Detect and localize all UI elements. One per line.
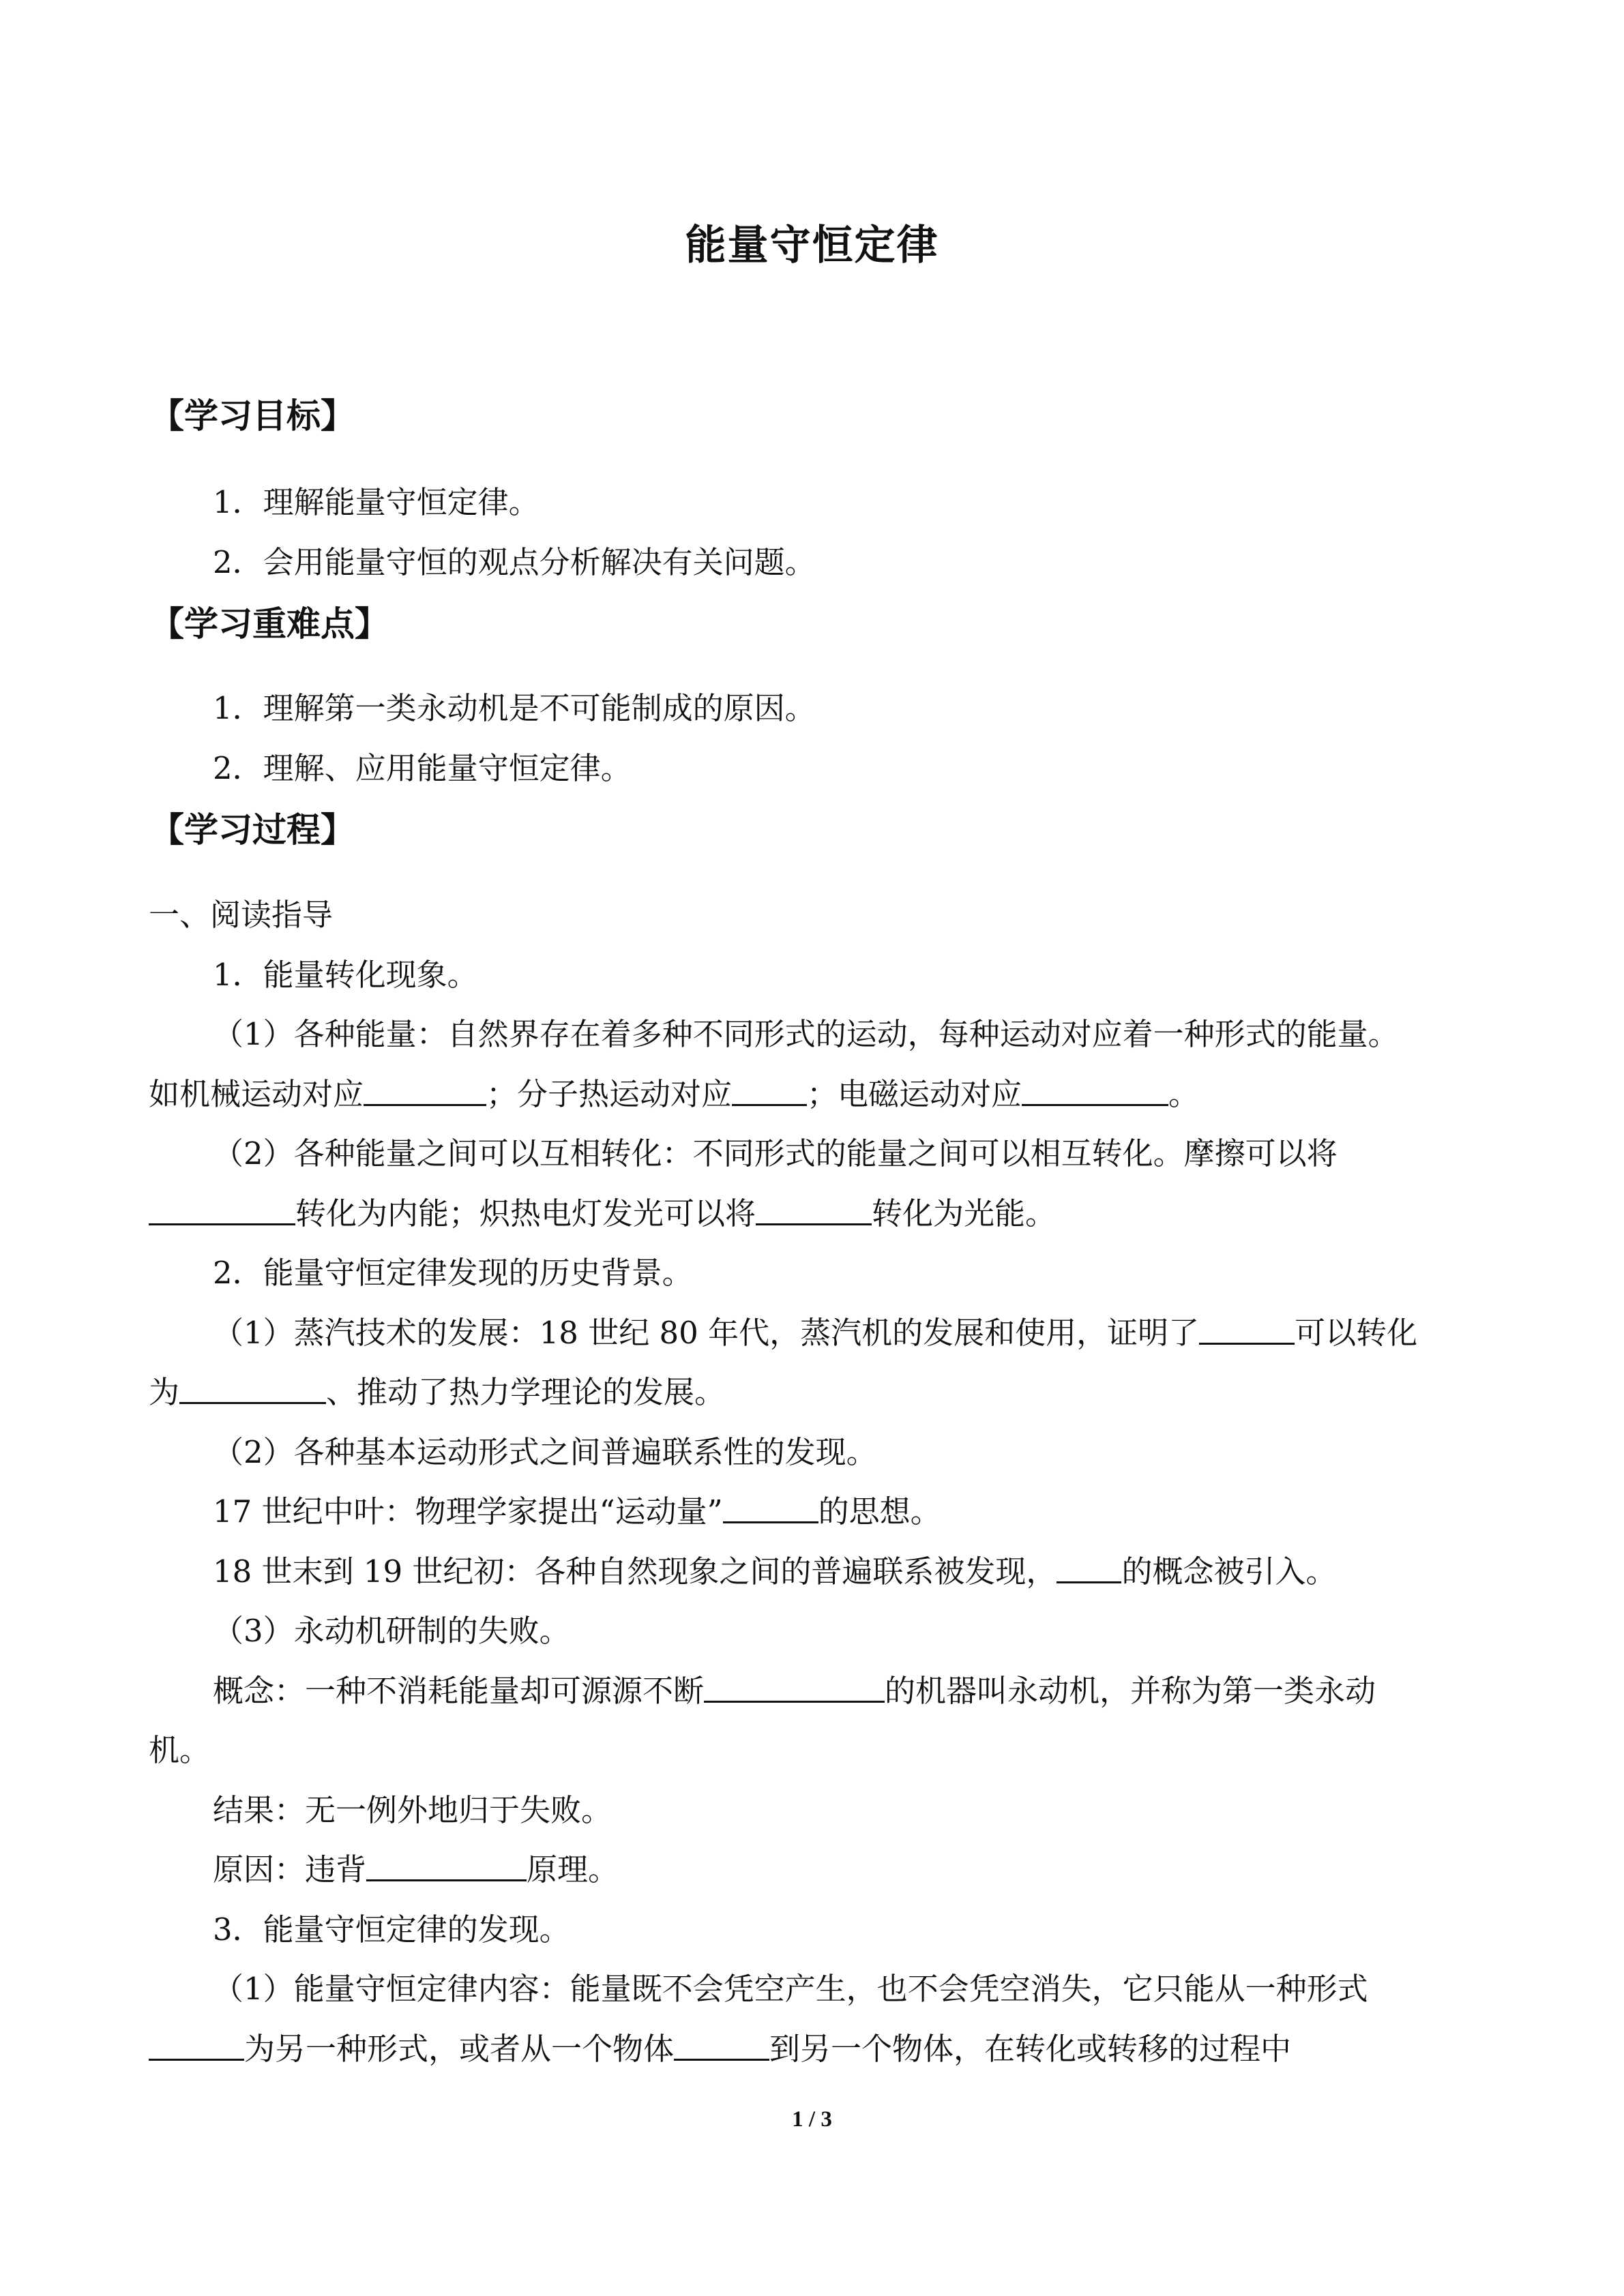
paragraph-concept-cont: 机。 [149, 1732, 211, 1768]
blank-electromagnetic-energy[interactable] [1022, 1073, 1168, 1106]
paragraph-17th-century [213, 1487, 941, 1531]
paragraph-steam-tech-cont [149, 1367, 725, 1412]
text-fragment: ；电磁运动对应 [807, 1076, 1022, 1112]
process-heading: 【学习过程】 [150, 810, 355, 850]
subsection-energy-conversion: 1．能量转化现象。 [213, 957, 478, 993]
paragraph-energy-conversion-cont [149, 1189, 1056, 1233]
page-title: 能量守恒定律 [685, 222, 939, 269]
text-fragment: 17 世纪中叶：物理学家提出“运动量” [213, 1493, 723, 1530]
blank-internal-energy[interactable] [732, 1073, 807, 1106]
text-fragment: 如机械运动对应 [149, 1076, 364, 1112]
text-fragment: （1）蒸汽技术的发展：18 世纪 80 年代，蒸汽机的发展和使用，证明了 [213, 1315, 1200, 1351]
blank-electric-energy[interactable] [756, 1193, 872, 1225]
objective-item-2: 2．会用能量守恒的观点分析解决有关问题。 [213, 544, 816, 580]
paragraph-concept [213, 1666, 1376, 1710]
key-points-heading: 【学习重难点】 [150, 604, 389, 644]
text-fragment: 原因：违背 [213, 1851, 367, 1888]
blank-motion-quantity[interactable] [723, 1491, 818, 1523]
paragraph-energy-conversion: （2）各种能量之间可以互相转化：不同形式的能量之间可以相互转化。摩擦可以将 [213, 1135, 1338, 1172]
page-number: 1 / 3 [792, 2107, 832, 2132]
text-fragment: 转化为光能。 [872, 1195, 1057, 1232]
text-fragment: 的概念被引入。 [1121, 1553, 1337, 1590]
paragraph-law-content-cont [149, 2024, 1291, 2068]
subsection-law-discovery: 3．能量守恒定律的发现。 [213, 1911, 570, 1948]
blank-transfer[interactable] [674, 2028, 769, 2061]
paragraph-perpetual-motion: （3）永动机研制的失败。 [213, 1613, 570, 1649]
text-fragment: 。 [1168, 1076, 1200, 1112]
paragraph-universal-connection: （2）各种基本运动形式之间普遍联系性的发现。 [213, 1434, 877, 1470]
text-fragment: ；分子热运动对应 [486, 1076, 733, 1112]
objective-item-1: 1．理解能量守恒定律。 [213, 484, 540, 520]
key-point-item-2: 2．理解、应用能量守恒定律。 [213, 750, 632, 786]
blank-external-work[interactable] [704, 1670, 885, 1703]
blank-convert[interactable] [149, 2028, 244, 2061]
key-point-item-1: 1．理解第一类永动机是不可能制成的原因。 [213, 690, 816, 726]
text-fragment: 、推动了热力学理论的发展。 [326, 1374, 726, 1410]
text-fragment: 为 [149, 1374, 180, 1410]
paragraph-steam-tech [213, 1308, 1417, 1352]
text-fragment: 原理。 [527, 1851, 619, 1888]
blank-steam-work[interactable] [179, 1371, 326, 1404]
text-fragment: 为另一种形式，或者从一个物体 [244, 2031, 675, 2067]
text-fragment: 18 世末到 19 世纪初：各种自然现象之间的普遍联系被发现， [213, 1553, 1057, 1590]
text-fragment: 到另一个物体，在转化或转移的过程中 [769, 2031, 1292, 2067]
text-fragment: 的机器叫永动机，并称为第一类永动 [885, 1673, 1376, 1709]
paragraph-law-content: （1）能量守恒定律内容：能量既不会凭空产生，也不会凭空消失，它只能从一种形式 [213, 1971, 1368, 2007]
blank-conservation-principle[interactable] [366, 1849, 527, 1881]
text-fragment: 的思想。 [818, 1493, 941, 1530]
text-fragment: 可以转化 [1295, 1315, 1418, 1351]
subsection-history: 2．能量守恒定律发现的历史背景。 [213, 1255, 693, 1291]
paragraph-energy-forms: （1）各种能量：自然界存在着多种不同形式的运动，每种运动对应着一种形式的能量。 [213, 1016, 1399, 1052]
paragraph-result: 结果：无一例外地归于失败。 [213, 1792, 612, 1828]
blank-energy-concept[interactable] [1057, 1551, 1121, 1583]
objectives-heading: 【学习目标】 [150, 396, 355, 436]
section-reading-guide: 一、阅读指导 [149, 897, 334, 933]
blank-mechanical-energy[interactable] [364, 1073, 486, 1106]
text-fragment: 转化为内能；炽热电灯发光可以将 [295, 1195, 756, 1232]
paragraph-18th-19th-century [213, 1547, 1336, 1591]
blank-steam-heat[interactable] [1199, 1312, 1295, 1345]
paragraph-reason [213, 1845, 619, 1889]
text-fragment: 概念：一种不消耗能量却可源源不断 [213, 1673, 705, 1709]
blank-friction-energy[interactable] [149, 1193, 295, 1225]
paragraph-energy-forms-cont [149, 1069, 1199, 1114]
